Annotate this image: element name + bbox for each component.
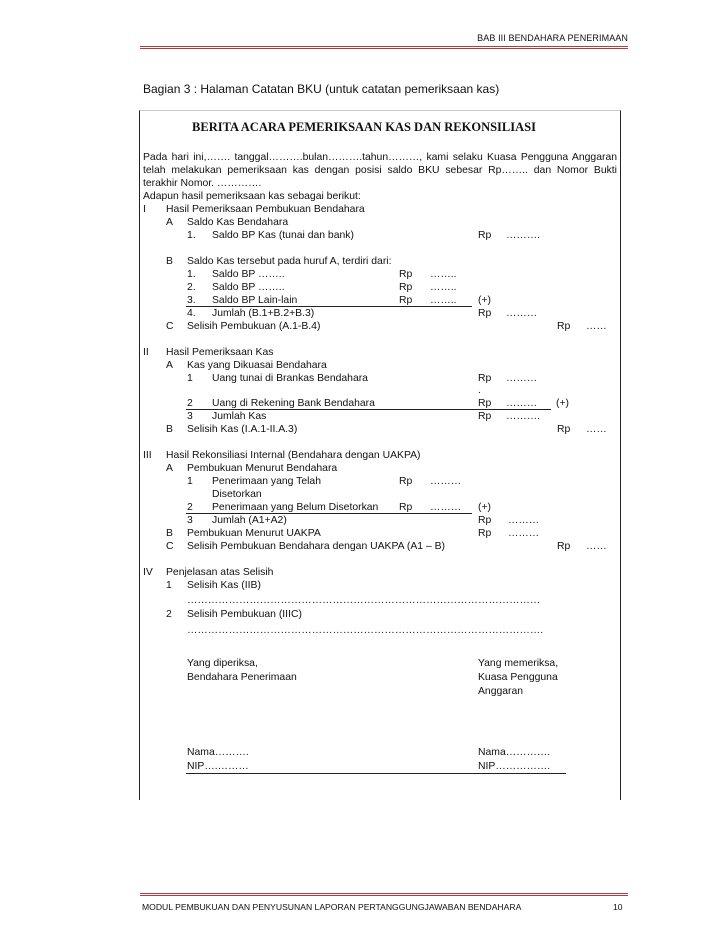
footer-rule: [140, 893, 628, 896]
s4-i1-num: 1: [166, 580, 172, 591]
s3-a2-value: ………: [430, 502, 462, 513]
intro-paragraph: Pada hari ini,……. tanggal……….bulan……….tahun………, kami selaku Kuasa Pengguna Anggaran telah melakukan pemeriksaan kas dengan posisi saldo BKU sebesar Rp…….. dan Nomor Bukti terakhir Nomor. ………….: [143, 152, 617, 189]
s4-i2-num: 2: [166, 609, 172, 620]
section-iii-number: III: [143, 450, 152, 461]
s4-i2-label: Selisih Pembukuan (IIIC): [187, 609, 302, 620]
section-i-title: Hasil Pemeriksaan Pembukuan Bendahara: [166, 204, 365, 215]
s2-a1-dot: .: [478, 385, 481, 396]
s2-a-letter: A: [166, 360, 173, 371]
s1-b-title: Saldo Kas tersebut pada huruf A, terdiri dari:: [187, 256, 392, 267]
s1-b1-rp: Rp: [399, 269, 413, 280]
footer-module-title: MODUL PEMBUKUAN DAN PENYUSUNAN LAPORAN PERTANGGUNGJAWABAN BENDAHARA: [142, 902, 522, 912]
s2-a1-value: ………: [506, 373, 538, 384]
s3-a3-num: 3: [187, 515, 193, 526]
sign-right-nip: NIP…………….: [478, 761, 551, 772]
s1-a-letter: A: [166, 217, 173, 228]
s3-a1-label-cont: Disetorkan: [212, 489, 262, 500]
sign-right-caption: Yang memeriksa,: [478, 658, 559, 669]
sign-left-caption: Yang diperiksa,: [187, 658, 258, 669]
section-iv-title: Penjelasan atas Selisih: [166, 567, 274, 578]
s2-a2-value: ………: [506, 398, 538, 409]
s2-a3-rp: Rp: [478, 411, 492, 422]
s3-b-value: ………: [508, 528, 540, 539]
s3-a2-rp: Rp: [399, 502, 413, 513]
s3-a2-num: 2: [187, 502, 193, 513]
s3-b-title: Pembukuan Menurut UAKPA: [187, 528, 321, 539]
s1-a-title: Saldo Kas Bendahara: [187, 217, 289, 228]
chapter-header: BAB III BENDAHARA PENERIMAAN: [477, 33, 628, 43]
header-rule: [140, 46, 628, 49]
sign-left-name: Nama……….: [187, 747, 249, 758]
signature-rule: [186, 773, 566, 774]
s2-b-value: ……: [586, 424, 607, 435]
section-ii-number: II: [143, 347, 149, 358]
s1-b4-value: ………: [506, 308, 538, 319]
s1-a1-value: ……….: [506, 230, 541, 241]
s1-c-letter: C: [166, 321, 174, 332]
s2-a2-rp: Rp: [478, 398, 492, 409]
s1-c-rp: Rp: [557, 321, 571, 332]
s3-a3-value: ………: [508, 515, 540, 526]
s2-b-letter: B: [166, 424, 173, 435]
sign-right-role-cont: Anggaran: [478, 686, 524, 697]
s3-c-title: Selisih Pembukuan Bendahara dengan UAKPA (A1 – B): [187, 541, 446, 552]
s3-b-letter: B: [166, 528, 173, 539]
section-ii-title: Hasil Pemeriksaan Kas: [166, 347, 274, 358]
s2-a2-plus: (+): [556, 398, 569, 409]
s1-b4-rp: Rp: [478, 308, 492, 319]
sign-left-nip: NIP….………: [187, 761, 249, 772]
s1-b1-label: Saldo BP ……..: [212, 269, 285, 280]
s2-b-rp: Rp: [557, 424, 571, 435]
s3-a-letter: A: [166, 463, 173, 474]
s1-b4-label: Jumlah (B.1+B.2+B.3): [212, 308, 315, 319]
s3-a1-value: ………: [430, 476, 462, 487]
s3-a2-plus: (+): [478, 502, 491, 513]
s4-i2-line: ………………………………………………………………………………………….: [187, 625, 544, 636]
s2-a1-rp: Rp: [478, 373, 492, 384]
s3-a1-num: 1: [187, 476, 193, 487]
s3-c-value: ……: [586, 541, 607, 552]
section-iii-title: Hasil Rekonsiliasi Internal (Bendahara dengan UAKPA): [166, 450, 421, 461]
s3-c-rp: Rp: [557, 541, 571, 552]
s2-a3-num: 3: [187, 411, 193, 422]
s2-a3-value: ……….: [506, 411, 541, 422]
s1-b3-plus: (+): [478, 295, 491, 306]
s1-b-letter: B: [166, 256, 173, 267]
s1-b3-value: ……..: [430, 295, 457, 306]
section-caption: Bagian 3 : Halaman Catatan BKU (untuk catatan pemeriksaan kas): [143, 82, 500, 96]
form-title: BERITA ACARA PEMERIKSAAN KAS DAN REKONSILIASI: [192, 120, 536, 134]
s2-a1-label: Uang tunai di Brankas Bendahara: [212, 373, 368, 384]
s2-a2-num: 2: [187, 398, 193, 409]
intro-line-2: Adapun hasil pemeriksaan kas sebagai berikut:: [143, 191, 361, 202]
s2-b-title: Selisih Kas (I.A.1-II.A.3): [187, 424, 298, 435]
s1-c-title: Selisih Pembukuan (A.1-B.4): [187, 321, 321, 332]
s1-b1-value: ……..: [430, 269, 457, 280]
sign-right-role: Kuasa Pengguna: [478, 672, 558, 683]
s2-a1-num: 1: [187, 373, 193, 384]
sign-left-role: Bendahara Penerimaan: [187, 672, 297, 683]
s1-c-value: ……: [586, 321, 607, 332]
s2-a3-label: Jumlah Kas: [212, 411, 267, 422]
s3-a-title: Pembukuan Menurut Bendahara: [187, 463, 338, 474]
s3-b-rp: Rp: [478, 528, 492, 539]
s1-b1-num: 1.: [187, 269, 196, 280]
s1-b3-num: 3.: [187, 295, 196, 306]
section-i-number: I: [143, 204, 146, 215]
s1-b2-num: 2.: [187, 282, 196, 293]
s3-a3-rp: Rp: [478, 515, 492, 526]
s2-a-title: Kas yang Dikuasai Bendahara: [187, 360, 327, 371]
s1-a1-label: Saldo BP Kas (tunai dan bank): [212, 230, 354, 241]
s1-b2-rp: Rp: [399, 282, 413, 293]
sign-right-name: Nama………….: [478, 747, 551, 758]
page-number: 10: [613, 902, 623, 912]
s2-a2-label: Uang di Rekening Bank Bendahara: [212, 398, 375, 409]
section-iv-number: IV: [143, 567, 153, 578]
s4-i1-line: …………………………………………………………………………………………: [187, 595, 541, 606]
s3-a2-label: Penerimaan yang Belum Disetorkan: [212, 502, 379, 513]
s1-a1-rp: Rp: [478, 230, 492, 241]
s1-b2-value: ……..: [430, 282, 457, 293]
s3-c-letter: C: [166, 541, 174, 552]
s3-a1-label: Penerimaan yang Telah: [212, 476, 321, 487]
s1-b2-label: Saldo BP ……..: [212, 282, 285, 293]
s1-b3-rp: Rp: [399, 295, 413, 306]
s4-i1-label: Selisih Kas (IIB): [187, 580, 261, 591]
s3-a1-rp: Rp: [399, 476, 413, 487]
s1-b4-num: 4.: [187, 308, 196, 319]
s3-a3-label: Jumlah (A1+A2): [212, 515, 287, 526]
s1-a1-num: 1.: [187, 230, 196, 241]
s1-b3-label: Saldo BP Lain-lain: [212, 295, 298, 306]
